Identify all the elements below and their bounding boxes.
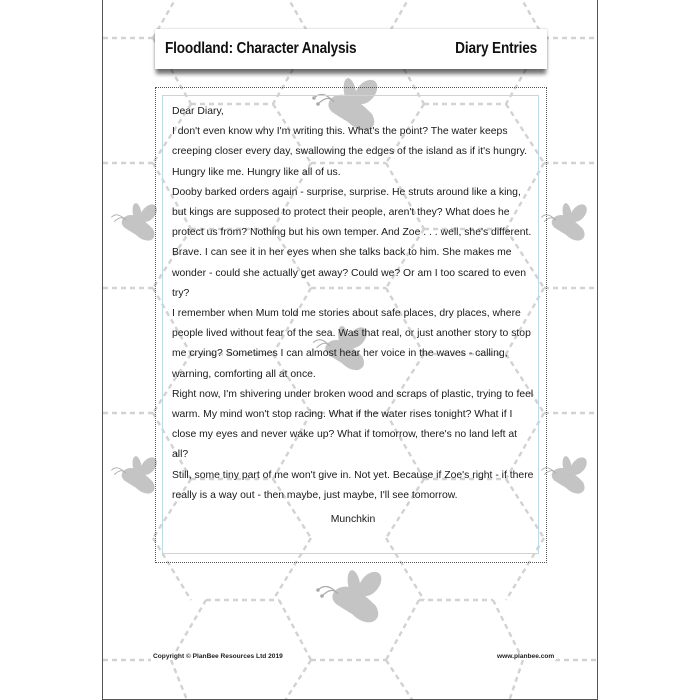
diary-signature: Munchkin [330, 514, 376, 526]
worksheet-page [102, 0, 598, 700]
copyright-notice: Copyright © PlanBee Resources Ltd 2019 [153, 653, 283, 660]
diary-paragraph: I don't even know why I'm writing this. What's the point? The water keeps creeping closer every day, swallowing the edges of the island as if it's hungry. Hungry like me. Hungry like all of us. [172, 126, 528, 178]
diary-frame [155, 87, 547, 563]
website-link: www.planbee.com [497, 653, 555, 660]
diary-paragraph: Dooby barked orders again - surprise, surprise. He struts around like a king, but kings are supposed to protect their people, aren't they? What does he protect us from? Nothing but his own temper. And Zoe . . . well, she's different. Brave. I can see it in her eyes when she talks back to him. She makes me wonder - could she actually get away? Could we? Or am I too scared to even try? [172, 186, 532, 299]
diary-paragraph: I remember when Mum told me stories about safe places, dry places, where people lived without fear of the sea. Was that real, or just another story to stop me crying? Sometimes I can almost hear her voice in the waves - calling, warning, comforting all at once. [172, 308, 531, 380]
section-title: Diary Entries [455, 40, 537, 57]
diary-text-box [162, 95, 539, 554]
diary-paragraph: Still, some tiny part of me won't give in. Not yet. Because if Zoe's right - if there really is a way out - then maybe, just maybe, I'll see tomorrow. [172, 469, 534, 501]
diary-entry [172, 102, 534, 530]
worksheet-title: Floodland: Character Analysis [165, 40, 357, 57]
worksheet-header [155, 29, 547, 69]
bee-icon [311, 562, 391, 628]
diary-greeting: Dear Diary, [172, 106, 224, 117]
diary-paragraph: Right now, I'm shivering under broken wood and scraps of plastic, trying to feel warm. My mind won't stop racing. What if the water rises tonight? What if I close my eyes and never wake up? What if tomorrow, there's no land left at all? [172, 388, 534, 461]
